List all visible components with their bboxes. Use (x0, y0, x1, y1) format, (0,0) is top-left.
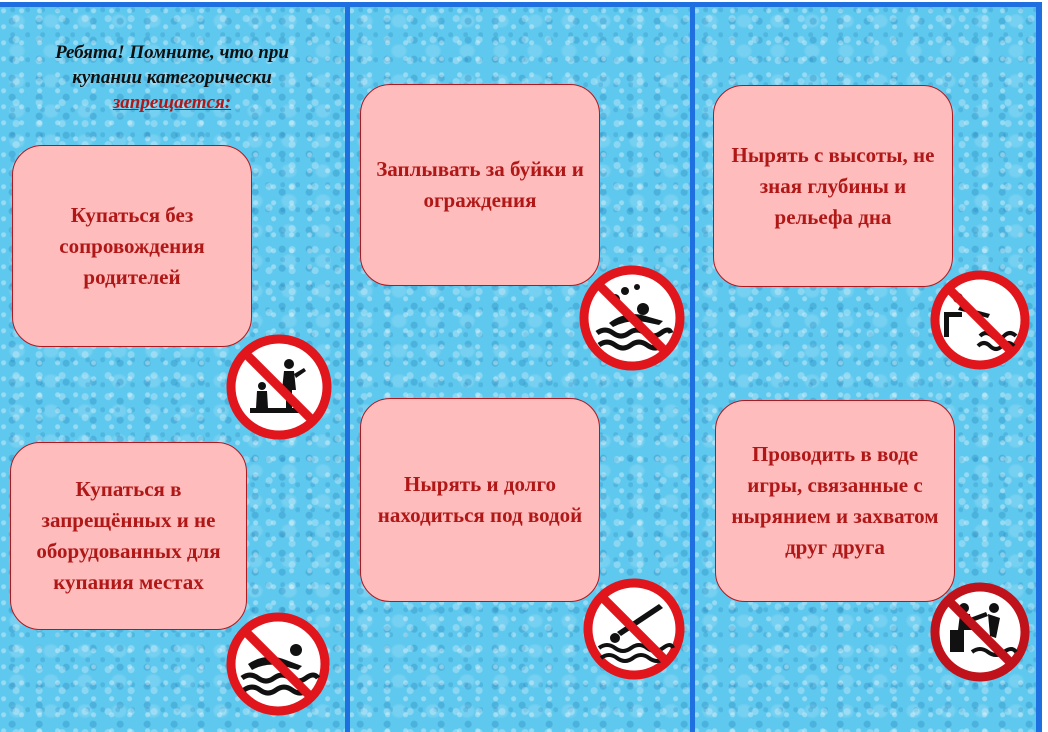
top-border (0, 2, 1042, 7)
column-divider (345, 6, 350, 732)
rule-card (713, 85, 953, 287)
no-diving-underwater-icon (583, 578, 685, 680)
rule-card (10, 442, 247, 630)
rule-card (360, 84, 600, 286)
no-diving-from-height-icon (930, 270, 1030, 370)
no-swimming-beyond-buoys-icon (579, 265, 685, 371)
intro-text (14, 40, 330, 115)
rule-card (715, 400, 955, 602)
rule-card (360, 398, 600, 602)
rule-text: Нырять с высоты, не зная глубины и рельефа дна (731, 142, 935, 229)
no-pushing-games-icon (930, 582, 1030, 682)
rule-card (12, 145, 252, 347)
rule-text: Купаться без сопровождения родителей (59, 202, 205, 289)
intro-line: купании категорически (72, 67, 272, 88)
rule-text: Нырять и долго находиться под водой (377, 472, 583, 527)
rule-text: Купаться в запрещённых и не оборудованных для купания местах (36, 477, 221, 594)
intro-line: Ребята! Помните, что при (55, 42, 289, 63)
no-swimming-icon (226, 612, 330, 716)
column-divider (690, 6, 695, 732)
rule-text: Заплывать за буйки и ограждения (376, 157, 584, 212)
rule-text: Проводить в воде игры, связанные с нырянием и захватом друг друга (731, 442, 939, 559)
intro-line-emphasis: запрещается: (112, 92, 232, 113)
no-child-alone-icon (226, 334, 332, 440)
